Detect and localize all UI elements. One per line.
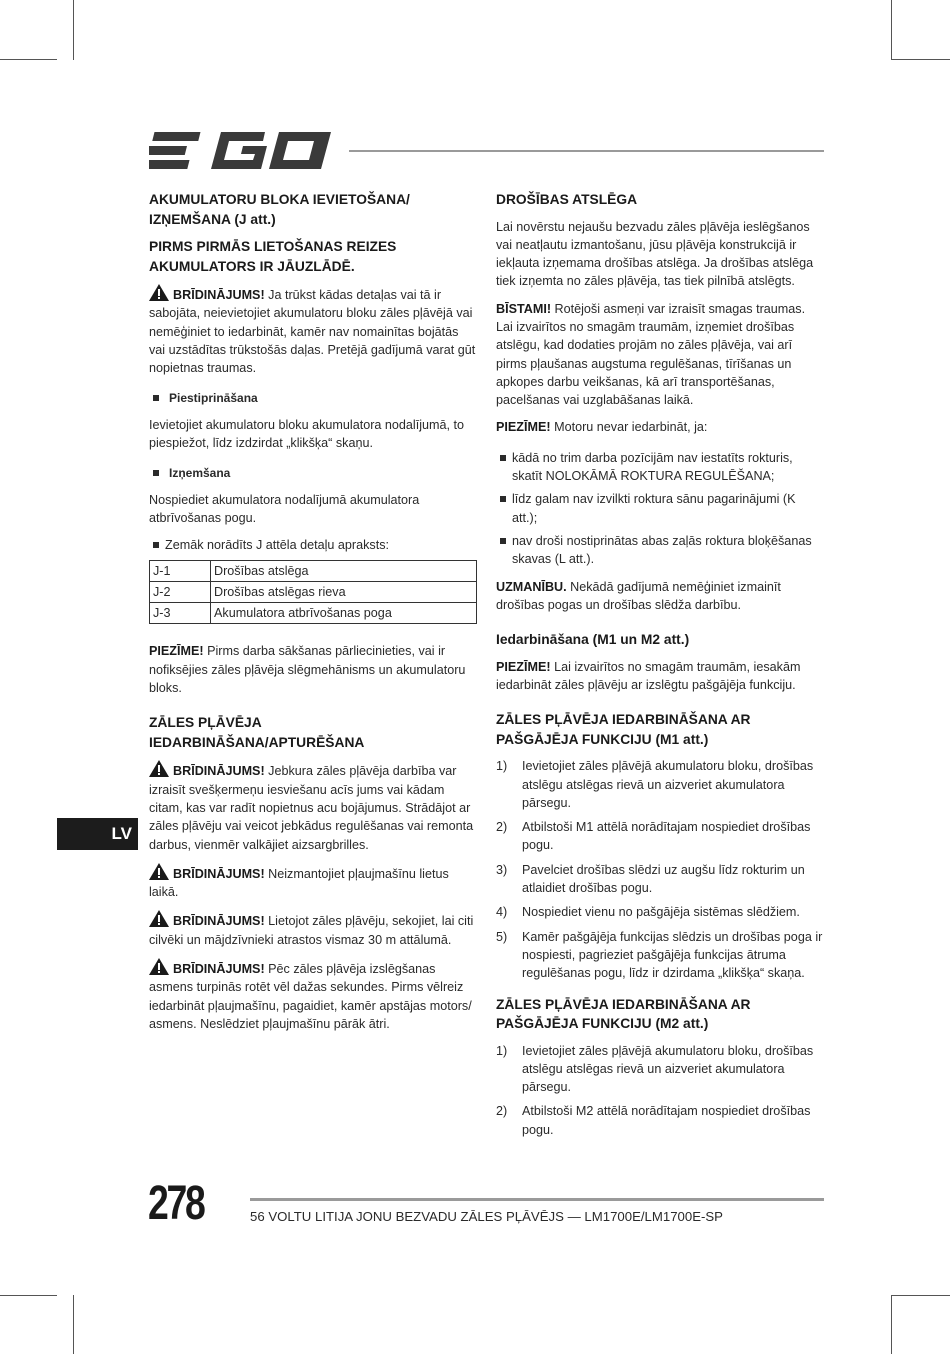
part-code: J-3 [150, 603, 211, 624]
list-item: Zemāk norādīts J attēla detaļu apraksts: [149, 536, 477, 554]
caution-text: Nekādā gadījumā nemēģiniet izmainīt drošības pogas un drošības slēdža darbību. [496, 579, 781, 612]
right-column [496, 190, 824, 1148]
crop-mark [891, 1295, 892, 1354]
step-number: 2) [496, 820, 508, 835]
bullet-square-icon [500, 455, 506, 461]
left-column [149, 190, 477, 1042]
step-item [496, 1042, 824, 1097]
warning-paragraph [149, 760, 477, 853]
header-rule [349, 150, 824, 152]
section-heading-start-stop: ZĀLES PĻĀVĒJA IEDARBINĀŠANA/APTURĒŠANA [149, 715, 365, 750]
page-number: 278 [148, 1177, 204, 1230]
warning-triangle-icon [149, 863, 169, 880]
crop-mark [0, 59, 57, 60]
part-description: Drošības atslēga [211, 560, 477, 581]
warning-label: BRĪDINĀJUMS! [173, 866, 265, 881]
section-heading-start-m2: ZĀLES PĻĀVĒJA IEDARBINĀŠANA AR PAŠGĀJĒJA FUNKCIJU (M2 att.) [496, 996, 751, 1031]
crop-mark [891, 1295, 950, 1296]
part-code: J-2 [150, 581, 211, 602]
step-number: 4) [496, 905, 508, 920]
danger-paragraph [496, 300, 824, 410]
step-text: Kamēr pašgājēja funkcijas slēdzis un drošības poga ir nospiesti, pagrieziet pašgājēja funkcijas ātruma regulēšanas pogu, līdz ir dzirdama „klikšķa“ skaņa. [522, 929, 823, 981]
list-item [496, 490, 824, 527]
warning-text: Lietojot zāles pļāvēju, sekojiet, lai citi cilvēki un mājdzīvnieki atrastos vismaz 30 m attālumā. [149, 914, 474, 947]
step-number: 1) [496, 1043, 508, 1058]
remove-text: Nospiediet akumulatora nodalījumā akumulatora atbrīvošanas pogu. [149, 492, 420, 525]
crop-mark [0, 1295, 57, 1296]
step-text: Atbilstoši M2 attēlā norādītajam nospiediet drošības pogu. [522, 1104, 811, 1137]
warning-label: BRĪDINĀJUMS! [173, 764, 265, 779]
safety-key-text: Lai novērstu nejaušu bezvadu zāles pļāvēja ieslēgšanos vai neatļautu izmantošanu, jūsu pļāvēja konstrukcijā ir iekļauta izņemama drošības atslēga. Ja drošības atslēga tiek izņemta no zāles pļāvēja, tas tiek pilnībā atslēgts. [496, 219, 814, 289]
step-text: Pavelciet drošības slēdzi uz augšu līdz rokturim un atlaidiet drošības pogu. [522, 862, 805, 896]
note-label: PIEZĪME! [496, 420, 551, 435]
step-text: Atbilstoši M1 attēlā norādītajam nospiediet drošības pogu. [522, 820, 811, 853]
section-heading-charge-before-use: PIRMS PIRMĀS LIETOŠANAS REIZES AKUMULATORS IR JĀUZLĀDĒ. [149, 239, 397, 274]
table-row [150, 560, 477, 581]
list-item [496, 532, 824, 569]
list-item-text: kādā no trim darba pozīcijām nav iestatīts rokturis, skatīt NOLOKĀMĀ ROKTURA REGULĒŠANA; [512, 450, 793, 484]
step-item [496, 861, 824, 898]
motor-conditions-list [496, 449, 824, 569]
list-item [496, 449, 824, 486]
warning-text: Jebkura zāles pļāvēja darbība var izraisīt svešķermeņu iesviešanu acīs jums vai kādam citam, kas var radīt nopietnus acu bojājumus. Strādājot ar zāles pļāvēju vai veicot jebkādus regulēšanas vai remonta darbus, vienmēr valkājiet aizsargbrilles. [149, 764, 474, 852]
steps-m1-list [496, 757, 824, 982]
step-number: 3) [496, 862, 508, 877]
step-number: 2) [496, 1104, 508, 1119]
note-paragraph [149, 642, 477, 697]
caution-paragraph [496, 578, 824, 615]
section-heading-start-m1: ZĀLES PĻĀVĒJA IEDARBINĀŠANA AR PAŠGĀJĒJA FUNKCIJU (M1 att.) [496, 712, 751, 747]
step-text: Nospiediet vienu no pašgājēja sistēmas slēdžiem. [522, 905, 800, 920]
warning-paragraph [149, 910, 477, 949]
parts-intro-list [149, 536, 477, 554]
crop-mark [73, 0, 74, 60]
warning-triangle-icon [149, 284, 169, 301]
note-paragraph [496, 658, 824, 695]
footer-title: 56 VOLTU LITIJA JONU BEZVADU ZĀLES PĻĀVĒJS — LM1700E/LM1700E-SP [250, 1209, 723, 1224]
ego-logo [149, 130, 331, 172]
warning-paragraph [149, 863, 477, 902]
language-tab: LV [57, 818, 138, 850]
bullet-square-icon [500, 496, 506, 502]
crop-mark [891, 0, 892, 60]
step-item [496, 818, 824, 855]
install-text: Ievietojiet akumulatoru bloku akumulatora nodalījumā, to piespiežot, līdz izdzirdat „klikšķa“ skaņu. [149, 417, 465, 451]
caution-label: UZMANĪBU. [496, 579, 567, 594]
table-row [150, 603, 477, 624]
warning-label: BRĪDINĀJUMS! [173, 962, 265, 977]
section-heading-safety-key: DROŠĪBAS ATSLĒGA [496, 192, 638, 207]
warning-text: Neizmantojiet pļaujmašīnu lietus laikā. [149, 866, 449, 900]
part-code: J-1 [150, 560, 211, 581]
bullet-square-icon [153, 395, 159, 401]
bullet-square-icon [153, 542, 159, 548]
bullet-square-icon [153, 470, 159, 476]
steps-m2-list [496, 1042, 824, 1139]
note-label: PIEZĪME! [149, 644, 204, 659]
step-item [496, 757, 824, 812]
list-item-text: līdz galam nav izvilkti roktura sānu pagarinājumi (K att.); [512, 492, 796, 525]
list-item-text: nav droši nostiprinātas abas zaļās roktura bloķēšanas skavas (L att.). [512, 533, 812, 567]
step-number: 1) [496, 759, 508, 774]
note-paragraph [496, 418, 824, 436]
step-item [496, 1102, 824, 1139]
step-item [496, 903, 824, 921]
warning-label: BRĪDINĀJUMS! [173, 288, 265, 302]
step-text: Ievietojiet zāles pļāvējā akumulatoru bloku, drošības atslēgu atslēgas rievā un aizveriet akumulatora pārsegu. [522, 1043, 814, 1095]
warning-paragraph [149, 284, 477, 377]
note-label: PIEZĪME! [496, 659, 551, 674]
warning-triangle-icon [149, 910, 169, 927]
subheading-install: Piestiprināšana [149, 389, 477, 407]
warning-paragraph [149, 958, 477, 1033]
warning-text: Ja trūkst kādas detaļas vai tā ir sabojāta, neievietojiet akumulatoru bloku zāles pļāvējā vai nemēģiniet to iedarbināt, kamēr nav nomainītas bojātās vai uzstādītas trūkstošās daļas. Pretējā gadījumā varat gūt nopietnas traumas. [149, 288, 476, 376]
warning-triangle-icon [149, 958, 169, 975]
part-description: Drošības atslēgas rieva [211, 581, 477, 602]
warning-text: Pēc zāles pļāvēja izslēgšanas asmens turpinās rotēt vēl dažas sekundes. Pirms vēlreiz iedarbināt pļaujmašīnu, pagaidiet, kamēr apstājas motors/ asmens. Neslēdziet pļaujmašīnu pārāk ātri. [149, 962, 472, 1031]
note-text: Pirms darba sākšanas pārliecinieties, vai ir nofiksējies zāles pļāvēja slēgmehānisms un akumulatoru bloks. [149, 644, 466, 696]
note-text: Motoru nevar iedarbināt, ja: [550, 420, 708, 435]
warning-label: BRĪDINĀJUMS! [173, 914, 265, 929]
danger-text: Rotējoši asmeņi var izraisīt smagas traumas. Lai izvairītos no smagām traumām, izņemiet drošības atslēgu, kad dodaties projām no zāles pļāvēja, vai arī pirms pļaušanas augstuma regulēšanas, tīrīšanas un apkopes darbu veikšanas, kā arī transportēšanas, pacelšanas vai uzglabāšanas laikā. [496, 301, 806, 408]
section-heading-starting: Iedarbināšana (M1 un M2 att.) [496, 632, 690, 648]
step-text: Ievietojiet zāles pļāvējā akumulatoru bloku, drošības atslēgu atslēgas rievā un aizveriet akumulatora pārsegu. [522, 759, 814, 810]
crop-mark [73, 1295, 74, 1354]
section-heading-battery-install: AKUMULATORU BLOKA IEVIETOŠANA/ IZŅEMŠANA (J att.) [149, 192, 410, 227]
step-item [496, 928, 824, 983]
note-text: Lai izvairītos no smagām traumām, iesakām iedarbināt zāles pļāvēju ar izslēgtu pašgājēja funkciju. [496, 659, 801, 692]
step-number: 5) [496, 929, 508, 944]
footer-rule [250, 1198, 824, 1201]
table-row [150, 581, 477, 602]
danger-label: BĪSTAMI! [496, 301, 552, 316]
bullet-square-icon [500, 538, 506, 544]
warning-triangle-icon [149, 760, 169, 777]
crop-mark [891, 59, 950, 60]
parts-table [149, 560, 477, 625]
part-description: Akumulatora atbrīvošanas poga [211, 603, 477, 624]
subheading-remove: Izņemšana [149, 464, 477, 482]
